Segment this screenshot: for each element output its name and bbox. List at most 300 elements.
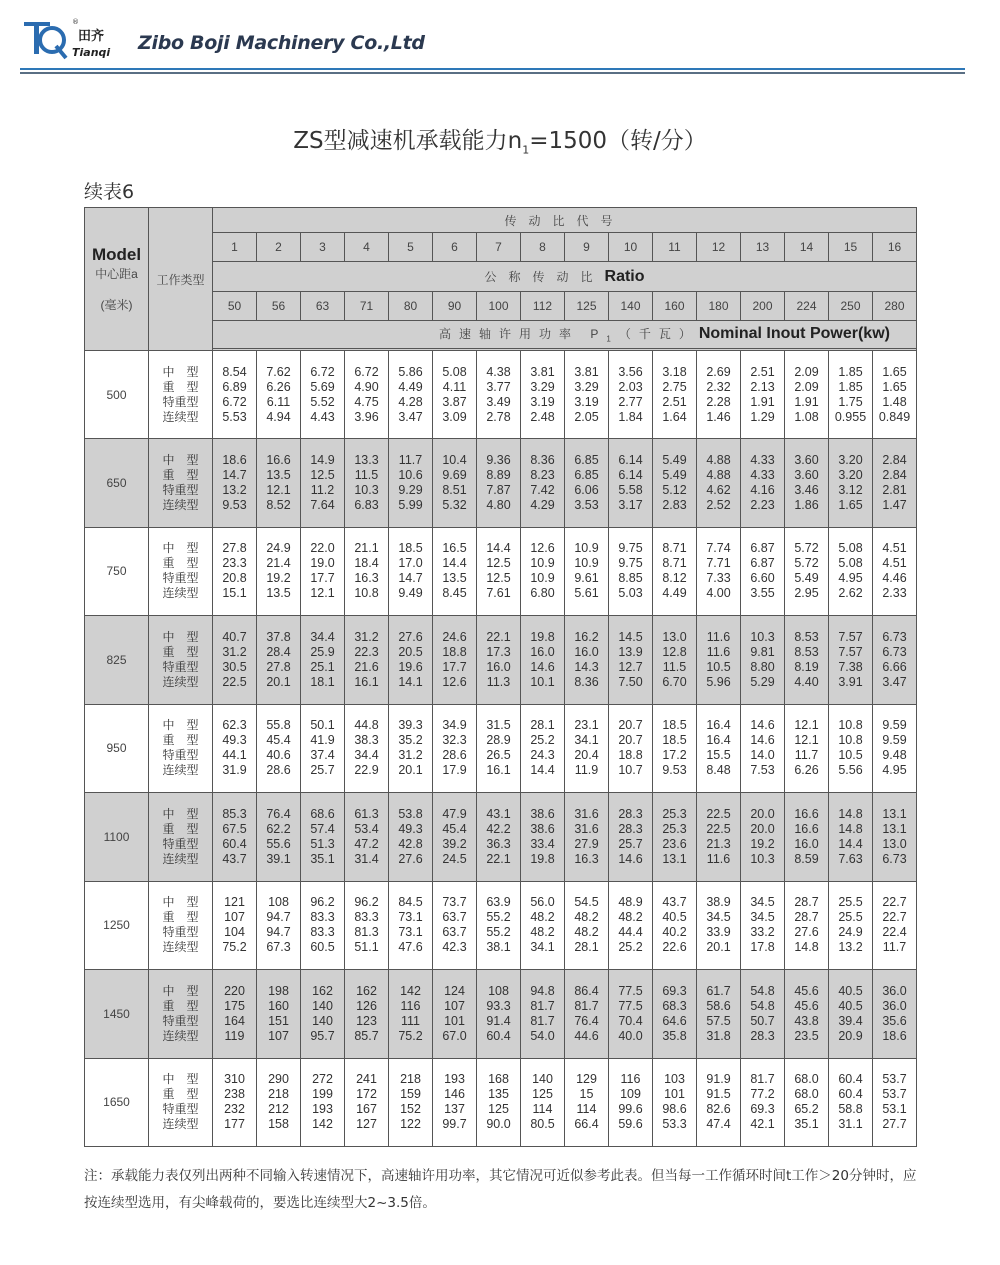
power-value: 12.1	[310, 586, 335, 601]
power-value: 40.5	[662, 910, 687, 925]
power-value: 73.1	[398, 925, 423, 940]
power-value: 86.4	[574, 983, 599, 998]
power-value-cell	[521, 793, 565, 882]
power-value: 3.19	[530, 394, 555, 409]
power-value: 69.3	[750, 1102, 775, 1117]
power-value-cell	[433, 439, 477, 528]
power-value-cell	[873, 793, 917, 882]
power-value: 167	[356, 1102, 377, 1117]
power-value: 35.2	[398, 733, 423, 748]
power-value: 1.84	[618, 409, 643, 424]
power-value: 27.6	[398, 629, 423, 644]
center-distance-cell: 825	[85, 616, 149, 705]
power-value: 17.7	[310, 571, 335, 586]
power-value: 5.53	[222, 409, 247, 424]
power-value-cell	[697, 616, 741, 705]
power-value: 60.4	[486, 1028, 511, 1043]
power-value: 10.9	[530, 571, 555, 586]
power-value-cell	[697, 881, 741, 970]
power-value: 3.20	[838, 452, 863, 467]
work-type-label: 中 型	[162, 983, 199, 998]
power-value: 28.1	[574, 940, 599, 955]
power-value-cell	[301, 351, 345, 439]
power-value: 16.0	[530, 644, 555, 659]
power-value-cell	[213, 351, 257, 439]
power-value: 5.72	[794, 541, 819, 556]
ratio-code-15: 15	[829, 233, 873, 262]
ratio-value-71: 71	[345, 292, 389, 321]
power-value: 14.4	[530, 763, 555, 778]
power-value: 15.1	[222, 586, 247, 601]
work-type-cell	[149, 527, 213, 616]
power-value: 14.7	[398, 571, 423, 586]
ratio-code-1: 1	[213, 233, 257, 262]
power-value: 13.0	[662, 629, 687, 644]
power-value: 14.9	[310, 452, 335, 467]
power-value: 4.95	[838, 571, 863, 586]
power-value: 114	[532, 1102, 553, 1117]
power-value-cell	[609, 351, 653, 439]
power-value: 151	[268, 1013, 289, 1028]
work-type-label: 特重型	[162, 925, 199, 940]
svg-text:®: ®	[72, 18, 79, 26]
power-value: 61.3	[354, 806, 379, 821]
power-value: 53.1	[882, 1102, 907, 1117]
power-value: 25.3	[662, 806, 687, 821]
power-value-cell	[433, 704, 477, 793]
power-value: 9.75	[618, 556, 643, 571]
power-value: 12.6	[530, 541, 555, 556]
power-value: 142	[312, 1117, 333, 1132]
power-value: 12.1	[794, 733, 819, 748]
power-value: 43.1	[486, 806, 511, 821]
work-type-label: 重 型	[162, 467, 199, 482]
power-value: 20.5	[398, 644, 423, 659]
power-value: 142	[400, 983, 421, 998]
power-value: 162	[312, 983, 333, 998]
work-type-cell	[149, 970, 213, 1059]
power-value: 4.80	[486, 497, 511, 512]
power-value: 28.7	[794, 895, 819, 910]
power-value: 28.4	[266, 644, 291, 659]
power-value: 21.4	[266, 556, 291, 571]
power-value-cell	[609, 439, 653, 528]
power-value-cell	[345, 439, 389, 528]
power-value: 8.53	[794, 644, 819, 659]
power-value: 48.9	[618, 895, 643, 910]
power-value: 4.16	[750, 482, 775, 497]
power-value: 22.3	[354, 644, 379, 659]
power-value: 4.43	[310, 409, 335, 424]
power-value: 123	[356, 1013, 377, 1028]
power-value: 25.3	[662, 821, 687, 836]
power-value: 17.3	[486, 644, 511, 659]
ratio-code-8: 8	[521, 233, 565, 262]
power-value-cell	[301, 439, 345, 528]
power-value-cell	[477, 616, 521, 705]
power-value-cell	[785, 439, 829, 528]
power-value: 4.88	[706, 452, 731, 467]
power-value-cell	[433, 351, 477, 439]
power-value: 47.6	[398, 940, 423, 955]
power-value: 19.8	[530, 851, 555, 866]
power-value: 5.99	[398, 497, 423, 512]
work-type-label: 重 型	[162, 733, 199, 748]
power-value: 14.7	[222, 467, 247, 482]
power-value-cell	[433, 793, 477, 882]
power-value: 93.3	[486, 998, 511, 1013]
power-value: 21.6	[354, 659, 379, 674]
power-value: 53.3	[662, 1117, 687, 1132]
power-value: 2.51	[662, 394, 687, 409]
power-value: 28.3	[750, 1028, 775, 1043]
power-value: 19.0	[310, 556, 335, 571]
power-value: 27.8	[222, 541, 247, 556]
power-value-cell	[785, 881, 829, 970]
power-value: 14.4	[838, 836, 863, 851]
power-value-cell	[521, 439, 565, 528]
power-value-cell	[741, 351, 785, 439]
power-value: 7.87	[486, 482, 511, 497]
power-value: 10.8	[838, 733, 863, 748]
power-value: 3.12	[838, 482, 863, 497]
power-value: 2.33	[882, 586, 907, 601]
power-value: 31.4	[354, 851, 379, 866]
power-value-cell	[697, 527, 741, 616]
power-value-cell	[301, 881, 345, 970]
work-type-label: 重 型	[162, 556, 199, 571]
power-value: 30.5	[222, 659, 247, 674]
power-value: 83.3	[310, 910, 335, 925]
power-value: 64.6	[662, 1013, 687, 1028]
power-value: 31.2	[354, 629, 379, 644]
power-value: 68.6	[310, 806, 335, 821]
power-value: 14.1	[398, 674, 423, 689]
work-type-header: 工作类型	[149, 208, 213, 351]
power-value: 4.33	[750, 452, 775, 467]
power-value: 8.85	[618, 571, 643, 586]
center-distance-cell: 950	[85, 704, 149, 793]
power-value: 26.5	[486, 748, 511, 763]
power-value: 18.6	[222, 452, 247, 467]
power-value-cell	[609, 704, 653, 793]
power-value: 140	[312, 1013, 333, 1028]
power-value: 6.80	[530, 586, 555, 601]
power-value: 34.1	[530, 940, 555, 955]
power-value: 81.7	[530, 998, 555, 1013]
power-value: 38.3	[354, 733, 379, 748]
power-value: 3.55	[750, 586, 775, 601]
power-value: 31.8	[706, 1028, 731, 1043]
power-value: 16.0	[794, 836, 819, 851]
power-value: 3.20	[838, 467, 863, 482]
power-value: 58.6	[706, 998, 731, 1013]
power-value-cell	[521, 616, 565, 705]
power-value: 2.03	[618, 379, 643, 394]
power-value: 33.9	[706, 925, 731, 940]
power-value-cell	[213, 704, 257, 793]
power-value-cell	[653, 704, 697, 793]
power-value: 25.9	[310, 644, 335, 659]
power-value: 1.91	[794, 394, 819, 409]
power-value: 107	[268, 1028, 289, 1043]
power-value-cell	[433, 527, 477, 616]
power-value-cell	[345, 704, 389, 793]
power-value: 23.6	[662, 836, 687, 851]
power-value: 126	[356, 998, 377, 1013]
ratio-value-180: 180	[697, 292, 741, 321]
power-value: 1.64	[662, 409, 687, 424]
power-value: 3.81	[530, 364, 555, 379]
power-value: 22.0	[310, 541, 335, 556]
power-value: 3.47	[398, 409, 423, 424]
power-value-cell	[565, 527, 609, 616]
power-value: 16.1	[486, 763, 511, 778]
power-value: 2.09	[794, 364, 819, 379]
table-row	[85, 704, 917, 793]
power-value: 175	[224, 998, 245, 1013]
power-value: 16.5	[442, 541, 467, 556]
power-value: 6.85	[574, 452, 599, 467]
power-value-cell	[741, 881, 785, 970]
work-type-label: 中 型	[162, 629, 199, 644]
table-row	[85, 527, 917, 616]
power-value: 58.8	[838, 1102, 863, 1117]
power-value-cell	[477, 793, 521, 882]
power-value: 34.9	[442, 718, 467, 733]
power-value: 2.84	[882, 467, 907, 482]
power-value: 8.54	[222, 364, 247, 379]
power-value: 12.7	[618, 659, 643, 674]
power-value: 60.5	[310, 940, 335, 955]
power-value: 67.3	[266, 940, 291, 955]
power-value-cell	[653, 793, 697, 882]
power-value: 10.3	[750, 629, 775, 644]
power-value: 76.4	[266, 806, 291, 821]
power-value: 6.73	[882, 644, 907, 659]
power-value: 56.0	[530, 895, 555, 910]
power-value-cell	[345, 793, 389, 882]
ratio-code-6: 6	[433, 233, 477, 262]
power-value: 9.48	[882, 748, 907, 763]
power-value: 40.5	[838, 998, 863, 1013]
power-value-cell	[785, 616, 829, 705]
center-distance-cell: 650	[85, 439, 149, 528]
power-value: 22.1	[486, 851, 511, 866]
power-value: 22.7	[882, 910, 907, 925]
work-type-label: 连续型	[162, 763, 199, 778]
power-value: 8.36	[530, 452, 555, 467]
model-header-cell: Model 中心距a (毫米)	[85, 208, 149, 351]
power-value: 193	[444, 1072, 465, 1087]
power-value-cell	[521, 1058, 565, 1147]
power-value-cell	[345, 881, 389, 970]
power-value-cell	[257, 970, 301, 1059]
power-value: 7.62	[266, 364, 291, 379]
power-value-cell	[521, 881, 565, 970]
power-value: 14.6	[530, 659, 555, 674]
power-value-cell	[301, 616, 345, 705]
center-distance-cell: 1250	[85, 881, 149, 970]
power-value-cell	[873, 881, 917, 970]
power-value: 39.1	[266, 851, 291, 866]
power-value: 6.89	[222, 379, 247, 394]
logo-cn: 田齐	[78, 29, 105, 44]
ratio-value-63: 63	[301, 292, 345, 321]
power-label: 高速轴许用功率 $P_1$（千瓦）Nominal Inout Power(kw)	[213, 321, 917, 349]
power-value-cell	[301, 970, 345, 1059]
power-value: 1.47	[882, 497, 907, 512]
power-value: 6.06	[574, 482, 599, 497]
power-value: 218	[268, 1087, 289, 1102]
power-value: 17.7	[442, 659, 467, 674]
power-value: 12.8	[662, 644, 687, 659]
power-value-cell	[477, 351, 521, 439]
power-value: 11.5	[354, 467, 379, 482]
code-label: 传动比代号	[213, 208, 917, 233]
power-value: 44.6	[574, 1028, 599, 1043]
power-value: 7.71	[706, 556, 731, 571]
power-value: 44.1	[222, 748, 247, 763]
work-type-cell	[149, 704, 213, 793]
power-value: 9.53	[662, 763, 687, 778]
power-value: 3.19	[574, 394, 599, 409]
power-value: 13.2	[222, 482, 247, 497]
power-value-cell	[213, 1058, 257, 1147]
center-distance-cell: 500	[85, 351, 149, 439]
power-value: 1.29	[750, 409, 775, 424]
power-value-cell	[829, 704, 873, 793]
power-value: 20.4	[574, 748, 599, 763]
power-value: 60.4	[838, 1072, 863, 1087]
power-value: 5.12	[662, 482, 687, 497]
power-value: 14.0	[750, 748, 775, 763]
power-value: 3.91	[838, 674, 863, 689]
power-value-cell	[697, 351, 741, 439]
power-value: 23.5	[794, 1028, 819, 1043]
header-rule-blue	[20, 68, 965, 70]
power-value-cell	[521, 704, 565, 793]
power-value: 164	[224, 1013, 245, 1028]
power-value: 38.1	[486, 940, 511, 955]
power-value: 55.2	[486, 925, 511, 940]
power-value: 23.1	[574, 718, 599, 733]
power-value: 47.4	[706, 1117, 731, 1132]
power-value: 3.17	[618, 497, 643, 512]
header-rule-gray	[20, 72, 965, 74]
power-value: 75.2	[398, 1028, 423, 1043]
power-value: 91.9	[706, 1072, 731, 1087]
work-type-label: 连续型	[162, 586, 199, 601]
power-value: 33.4	[530, 836, 555, 851]
power-value: 5.08	[838, 541, 863, 556]
center-distance-cell: 750	[85, 527, 149, 616]
power-value: 77.5	[618, 998, 643, 1013]
power-value: 8.59	[794, 851, 819, 866]
power-value-cell	[697, 970, 741, 1059]
power-value: 3.49	[486, 394, 511, 409]
power-value: 129	[576, 1072, 597, 1087]
power-value: 168	[488, 1072, 509, 1087]
power-value: 116	[400, 998, 421, 1013]
power-value: 77.2	[750, 1087, 775, 1102]
ratio-code-10: 10	[609, 233, 653, 262]
work-type-label: 中 型	[162, 718, 199, 733]
power-value: 1.85	[838, 364, 863, 379]
power-value: 8.71	[662, 556, 687, 571]
power-value: 24.3	[530, 748, 555, 763]
ratio-value-160: 160	[653, 292, 697, 321]
power-value: 81.7	[750, 1072, 775, 1087]
power-value-cell	[609, 527, 653, 616]
power-value: 158	[268, 1117, 289, 1132]
power-value: 3.29	[530, 379, 555, 394]
power-value-cell	[741, 1058, 785, 1147]
page-title: ZS型减速机承载能力$n_1=1500$（转/分）	[293, 128, 707, 157]
power-value-cell	[301, 527, 345, 616]
power-value: 12.5	[310, 467, 335, 482]
power-value: 2.62	[838, 586, 863, 601]
power-value-cell	[741, 616, 785, 705]
power-value: 28.1	[530, 718, 555, 733]
power-value: 16.4	[706, 733, 731, 748]
power-value: 11.3	[486, 674, 511, 689]
power-value: 162	[356, 983, 377, 998]
power-value: 96.2	[354, 895, 379, 910]
power-value: 22.7	[882, 895, 907, 910]
power-value: 8.48	[706, 763, 731, 778]
work-type-cell	[149, 881, 213, 970]
ratio-value-90: 90	[433, 292, 477, 321]
power-value: 14.6	[618, 851, 643, 866]
power-value-cell	[653, 1058, 697, 1147]
power-value: 116	[620, 1072, 641, 1087]
logo-mark-icon	[20, 14, 120, 62]
power-value: 11.2	[310, 482, 335, 497]
power-value: 104	[224, 925, 245, 940]
power-value-cell	[565, 439, 609, 528]
power-value: 20.0	[750, 806, 775, 821]
table-subtitle: 续表6	[84, 181, 135, 203]
power-value: 107	[444, 998, 465, 1013]
ratio-value-250: 250	[829, 292, 873, 321]
power-value-cell	[213, 793, 257, 882]
power-value: 5.86	[398, 364, 423, 379]
power-value: 16.3	[354, 571, 379, 586]
power-value: 7.53	[750, 763, 775, 778]
power-value: 76.4	[574, 1013, 599, 1028]
power-value: 101	[664, 1087, 685, 1102]
power-value: 12.5	[486, 556, 511, 571]
power-value-cell	[785, 1058, 829, 1147]
power-value: 84.5	[398, 895, 423, 910]
power-value: 2.51	[750, 364, 775, 379]
ratio-code-4: 4	[345, 233, 389, 262]
power-value-cell	[389, 970, 433, 1059]
power-value: 99.7	[442, 1117, 467, 1132]
power-value-cell	[873, 1058, 917, 1147]
power-value: 10.9	[530, 556, 555, 571]
power-value: 5.49	[794, 571, 819, 586]
power-value: 96.2	[310, 895, 335, 910]
power-value-cell	[301, 704, 345, 793]
power-value: 310	[224, 1072, 245, 1087]
power-value: 48.2	[574, 925, 599, 940]
power-value: 37.8	[266, 629, 291, 644]
power-value: 9.61	[574, 571, 599, 586]
power-value-cell	[873, 616, 917, 705]
power-value: 25.5	[838, 895, 863, 910]
